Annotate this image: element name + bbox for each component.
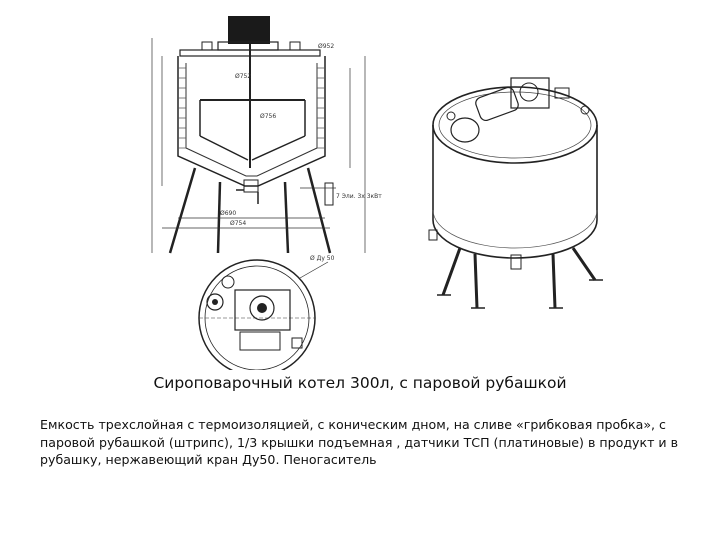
slide-description: Емкость трехслойная с термоизоляцией, с коническим дном, на сливе «грибковая пробка», с паровой рубашкой (штрипс), 1/3 крышки подъемная , датчики ТСП (платиновые) в продукт и в рубашку, нержавеющий кран Ду50. Пеногаситель (40, 417, 679, 467)
dim-label: Ø754 (230, 220, 247, 227)
top-view-drawing (160, 250, 355, 370)
note-label: Ø Ду 50 (310, 255, 335, 262)
dim-label: Ø952 (318, 43, 335, 50)
motor-block (228, 16, 270, 44)
dim-label: Ø690 (220, 210, 237, 217)
isometric-drawing (415, 70, 615, 320)
note-label: 7 Эли. 3х 3кВт (336, 193, 382, 200)
section-drawing (140, 8, 405, 263)
dim-label: Ø756 (260, 113, 277, 120)
slide-caption: Сироповарочный котел 300л, с паровой рубашкой (153, 374, 567, 392)
dim-label: Ø752 (235, 73, 252, 80)
